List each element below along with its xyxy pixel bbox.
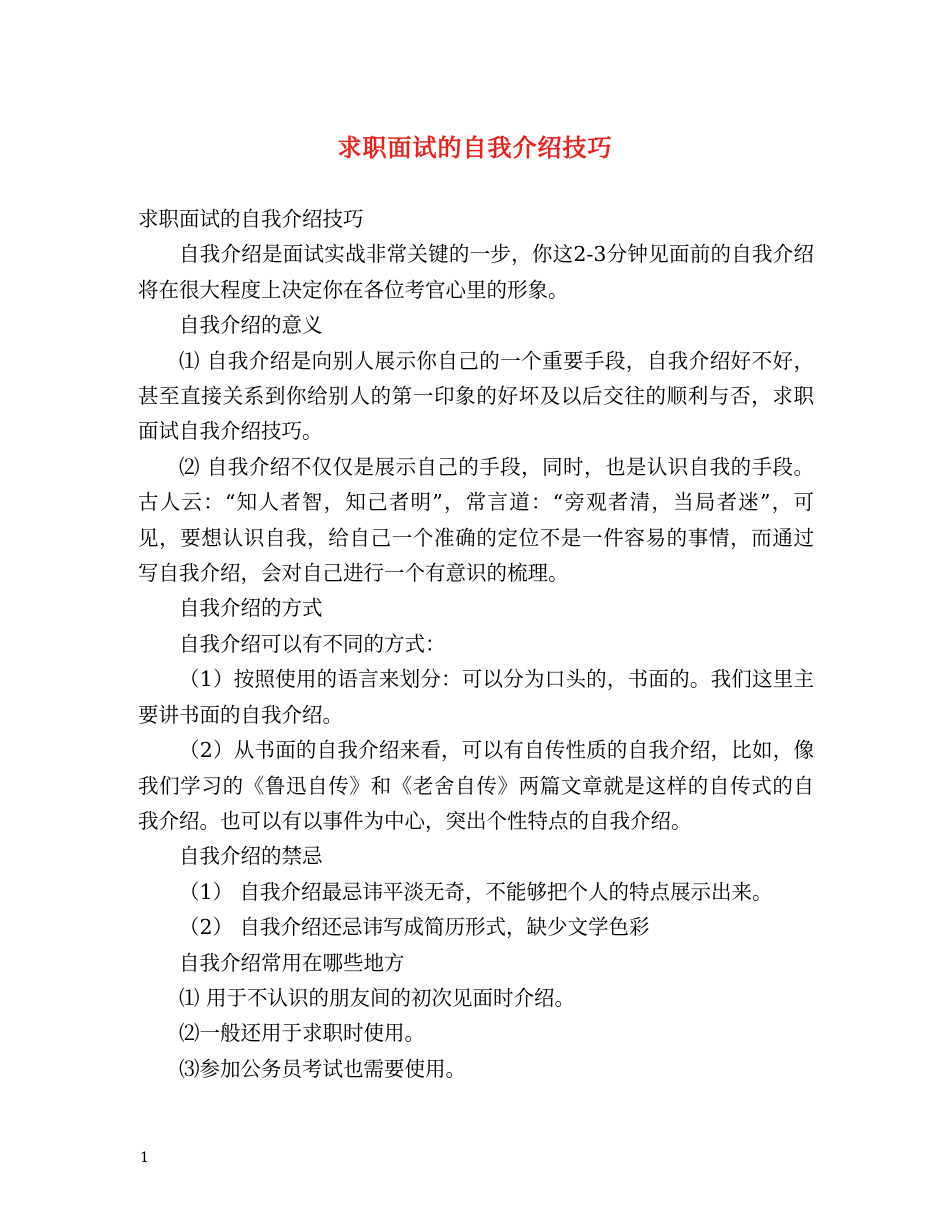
page-title: 求职面试的自我介绍技巧 (337, 133, 613, 162)
paragraph-12: （2） 自我介绍还忌讳写成简历形式，缺少文学色彩 (179, 915, 650, 940)
paragraph-4: ⑴ 自我介绍是向别人展示你自己的一个重要手段，自我介绍好不好，甚至直接关系到你给别人的第一印象的好坏及以后交往的顺利与否，求职面试自我介绍技巧。 (138, 348, 814, 444)
paragraph-1: 求职面试的自我介绍技巧 (138, 207, 364, 231)
paragraph-15: ⑵一般还用于求职时使用。 (179, 1021, 425, 1046)
paragraph-7: 自我介绍可以有不同的方式： (179, 631, 446, 656)
paragraph-5: ⑵ 自我介绍不仅仅是展示自己的手段，同时，也是认识自我的手段。古人云：“知人者智，知己者明”，常言道：“旁观者清，当局者迷”，可见，要想认识自我，给自己一个准确的定位不是一件容易的事情，而通过写自我介绍，会对自己进行一个有意识的梳理。 (138, 454, 814, 586)
page-number: 1 (140, 1150, 149, 1166)
document-body (138, 202, 814, 1087)
paragraph-3: 自我介绍的意义 (179, 313, 323, 338)
paragraph-9: （2）从书面的自我介绍来看，可以有自传性质的自我介绍，比如，像我们学习的《鲁迅自传》和《老舍自传》两篇文章就是这样的自传式的自我介绍。也可以有以事件为中心，突出个性特点的自我介绍。 (138, 738, 814, 833)
paragraph-2: 自我介绍是面试实战非常关键的一步，你这2-3分钟见面前的自我介绍将在很大程度上决定你在各位考官心里的形象。 (138, 242, 814, 302)
paragraph-8: （1）按照使用的语言来划分：可以分为口头的，书面的。我们这里主要讲书面的自我介绍。 (138, 667, 814, 727)
paragraph-10: 自我介绍的禁忌 (179, 844, 323, 869)
paragraph-11: （1） 自我介绍最忌讳平淡无奇，不能够把个人的特点展示出来。 (179, 879, 773, 904)
paragraph-14: ⑴ 用于不认识的朋友间的初次见面时介绍。 (179, 985, 576, 1010)
paragraph-6: 自我介绍的方式 (179, 596, 323, 621)
paragraph-16: ⑶参加公务员考试也需要使用。 (179, 1056, 466, 1081)
paragraph-13: 自我介绍常用在哪些地方 (179, 950, 405, 975)
